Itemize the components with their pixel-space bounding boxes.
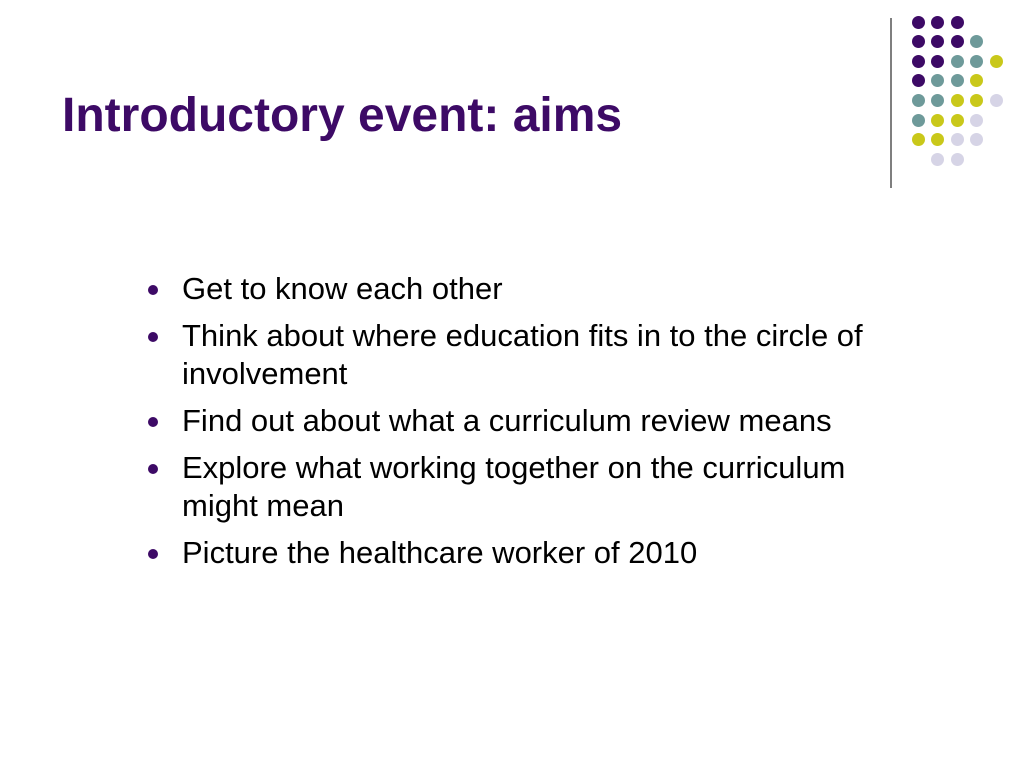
decorative-dot (951, 55, 964, 68)
decorative-dot (951, 133, 964, 146)
decorative-dot (951, 74, 964, 87)
bullet-text: Explore what working together on the curriculum might mean (182, 450, 846, 523)
bullet-text: Find out about what a curriculum review means (182, 403, 832, 438)
bullet-text: Think about where education fits in to the circle of involvement (182, 318, 863, 391)
bullet-dot-icon (148, 332, 158, 342)
decorative-dot (912, 133, 925, 146)
decorative-dot (951, 16, 964, 29)
title-divider-line (890, 18, 892, 188)
decorative-dot (931, 35, 944, 48)
decorative-dot (912, 55, 925, 68)
decorative-dot (931, 133, 944, 146)
decorative-dot (951, 114, 964, 127)
bullet-text: Get to know each other (182, 271, 503, 306)
bullet-item (147, 270, 887, 308)
decorative-dot (970, 35, 983, 48)
decorative-dot (931, 16, 944, 29)
decorative-dot (931, 94, 944, 107)
decorative-dot (912, 35, 925, 48)
decorative-dot (912, 114, 925, 127)
decorative-dot (951, 153, 964, 166)
decorative-dot (931, 114, 944, 127)
decorative-dot (912, 94, 925, 107)
bullet-item (147, 534, 887, 572)
decorative-dot (912, 16, 925, 29)
bullet-text: Picture the healthcare worker of 2010 (182, 535, 698, 570)
decorative-dot (970, 74, 983, 87)
decorative-dot (931, 153, 944, 166)
bullet-dot-icon (148, 417, 158, 427)
decorative-dot (990, 94, 1003, 107)
decorative-dot (931, 55, 944, 68)
decorative-dot (951, 94, 964, 107)
bullet-item (147, 317, 887, 393)
decorative-dot (970, 94, 983, 107)
decorative-dot (970, 133, 983, 146)
bullet-item (147, 449, 887, 525)
decorative-dot (990, 55, 1003, 68)
decorative-dot (970, 55, 983, 68)
decorative-dot (931, 74, 944, 87)
slide-title: Introductory event: aims (62, 89, 623, 142)
decorative-dot (912, 74, 925, 87)
bullet-dot-icon (148, 464, 158, 474)
bullet-dot-icon (148, 549, 158, 559)
decorative-dot (970, 114, 983, 127)
bullet-list (147, 270, 887, 581)
bullet-item (147, 402, 887, 440)
bullet-dot-icon (148, 285, 158, 295)
decorative-dot (951, 35, 964, 48)
